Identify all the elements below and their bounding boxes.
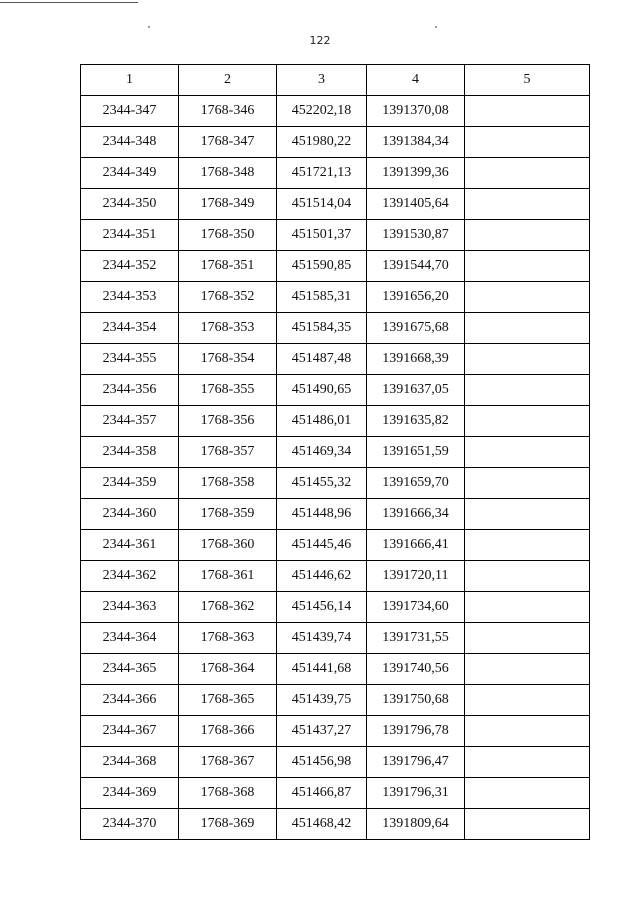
table-cell: 451468,42 (277, 809, 367, 840)
table-cell (465, 685, 590, 716)
table-cell: 1391734,60 (367, 592, 465, 623)
table-cell: 1391530,87 (367, 220, 465, 251)
column-header: 2 (179, 65, 277, 96)
table-row (81, 747, 590, 778)
table-cell: 2344-351 (81, 220, 179, 251)
table-cell: 2344-359 (81, 468, 179, 499)
table-cell: 2344-353 (81, 282, 179, 313)
top-edge-rule (0, 2, 138, 3)
table-cell: 451445,46 (277, 530, 367, 561)
table-cell (465, 530, 590, 561)
table-cell: 1768-356 (179, 406, 277, 437)
table-cell: 1391656,20 (367, 282, 465, 313)
table-body (81, 96, 590, 840)
table-cell (465, 251, 590, 282)
table-cell (465, 778, 590, 809)
table-cell: 451584,35 (277, 313, 367, 344)
table-cell (465, 716, 590, 747)
table-row (81, 251, 590, 282)
table-cell: 1391796,78 (367, 716, 465, 747)
table-cell: 2344-370 (81, 809, 179, 840)
table-row (81, 344, 590, 375)
table-cell (465, 654, 590, 685)
table-cell: 451514,04 (277, 189, 367, 220)
table-row (81, 282, 590, 313)
table-cell: 451486,01 (277, 406, 367, 437)
table-cell: 2344-364 (81, 623, 179, 654)
table-cell: 2344-369 (81, 778, 179, 809)
table-cell: 1768-368 (179, 778, 277, 809)
table-row (81, 778, 590, 809)
table-cell: 1768-347 (179, 127, 277, 158)
table-cell (465, 623, 590, 654)
table-row (81, 561, 590, 592)
table-row (81, 654, 590, 685)
table-cell: 2344-358 (81, 437, 179, 468)
table-row (81, 437, 590, 468)
table-cell: 2344-365 (81, 654, 179, 685)
table-cell: 1768-354 (179, 344, 277, 375)
table-cell: 2344-355 (81, 344, 179, 375)
table-cell: 1768-357 (179, 437, 277, 468)
table-cell: 451441,68 (277, 654, 367, 685)
table-cell (465, 127, 590, 158)
table-cell (465, 406, 590, 437)
table-cell: 1768-355 (179, 375, 277, 406)
table-cell: 451455,32 (277, 468, 367, 499)
table-row (81, 592, 590, 623)
table-cell: 2344-367 (81, 716, 179, 747)
table-cell: 1768-349 (179, 189, 277, 220)
table-cell: 1768-367 (179, 747, 277, 778)
table-row (81, 375, 590, 406)
table-cell: 2344-366 (81, 685, 179, 716)
table-cell: 451456,14 (277, 592, 367, 623)
table-cell (465, 468, 590, 499)
table-cell: 1391675,68 (367, 313, 465, 344)
table-row (81, 685, 590, 716)
table-cell: 451980,22 (277, 127, 367, 158)
table-cell: 451721,13 (277, 158, 367, 189)
table-cell (465, 561, 590, 592)
table-cell: 2344-350 (81, 189, 179, 220)
table-cell: 451487,48 (277, 344, 367, 375)
table-cell: 2344-349 (81, 158, 179, 189)
table-cell (465, 592, 590, 623)
table-cell: 1768-369 (179, 809, 277, 840)
table-cell: 1768-366 (179, 716, 277, 747)
table-cell: 1391544,70 (367, 251, 465, 282)
table-cell: 2344-347 (81, 96, 179, 127)
table-cell: 1391637,05 (367, 375, 465, 406)
table-cell: 1391668,39 (367, 344, 465, 375)
table-cell: 1768-350 (179, 220, 277, 251)
table-cell: 1391731,55 (367, 623, 465, 654)
table-header-row (81, 65, 590, 96)
table-cell: 2344-357 (81, 406, 179, 437)
table-cell: 1768-361 (179, 561, 277, 592)
page-number: 122 (309, 34, 331, 47)
table-cell (465, 437, 590, 468)
table-cell: 1391659,70 (367, 468, 465, 499)
table-cell: 451501,37 (277, 220, 367, 251)
table-cell: 1768-362 (179, 592, 277, 623)
table-cell (465, 220, 590, 251)
table-cell: 1391384,34 (367, 127, 465, 158)
column-header: 4 (367, 65, 465, 96)
table-cell (465, 96, 590, 127)
table-cell: 451439,75 (277, 685, 367, 716)
table-row (81, 158, 590, 189)
table-cell: 1391399,36 (367, 158, 465, 189)
coordinates-table (80, 64, 590, 840)
table-cell: 2344-362 (81, 561, 179, 592)
table-cell: 1391740,56 (367, 654, 465, 685)
table-cell: 1768-351 (179, 251, 277, 282)
table-row (81, 468, 590, 499)
table-cell: 1391666,41 (367, 530, 465, 561)
table-cell: 1391796,31 (367, 778, 465, 809)
table-cell: 452202,18 (277, 96, 367, 127)
table-cell (465, 499, 590, 530)
table-cell: 451585,31 (277, 282, 367, 313)
table-cell: 451469,34 (277, 437, 367, 468)
table-row (81, 499, 590, 530)
table-row (81, 220, 590, 251)
table-cell: 2344-368 (81, 747, 179, 778)
scan-speck (148, 26, 150, 28)
table-cell: 2344-363 (81, 592, 179, 623)
column-header: 3 (277, 65, 367, 96)
table-row (81, 809, 590, 840)
table-cell: 451437,27 (277, 716, 367, 747)
table-cell (465, 344, 590, 375)
table-cell: 2344-348 (81, 127, 179, 158)
table-cell: 1768-359 (179, 499, 277, 530)
column-header: 5 (465, 65, 590, 96)
table-cell (465, 747, 590, 778)
table-cell: 1391809,64 (367, 809, 465, 840)
table-cell: 451466,87 (277, 778, 367, 809)
table-cell: 2344-360 (81, 499, 179, 530)
table-cell (465, 282, 590, 313)
table-cell: 451439,74 (277, 623, 367, 654)
table-cell: 1391651,59 (367, 437, 465, 468)
table-cell: 451590,85 (277, 251, 367, 282)
table-row (81, 189, 590, 220)
table-cell: 451490,65 (277, 375, 367, 406)
column-header: 1 (81, 65, 179, 96)
table-cell: 1391750,68 (367, 685, 465, 716)
scan-speck (435, 26, 437, 28)
table-row (81, 623, 590, 654)
table-row (81, 530, 590, 561)
table-cell: 1768-363 (179, 623, 277, 654)
table-row (81, 716, 590, 747)
table-cell (465, 189, 590, 220)
table-row (81, 96, 590, 127)
table-cell: 1391666,34 (367, 499, 465, 530)
table-cell: 2344-354 (81, 313, 179, 344)
table-cell: 1768-360 (179, 530, 277, 561)
table-cell: 1391635,82 (367, 406, 465, 437)
table-row (81, 406, 590, 437)
table-cell (465, 313, 590, 344)
table-cell: 1768-364 (179, 654, 277, 685)
table-cell: 451448,96 (277, 499, 367, 530)
table-row (81, 313, 590, 344)
table-cell: 451446,62 (277, 561, 367, 592)
table-cell: 1391720,11 (367, 561, 465, 592)
table-cell (465, 158, 590, 189)
table-cell: 1768-365 (179, 685, 277, 716)
table-cell: 1768-346 (179, 96, 277, 127)
table-cell: 1391405,64 (367, 189, 465, 220)
table-cell: 451456,98 (277, 747, 367, 778)
table-cell: 2344-361 (81, 530, 179, 561)
table-cell: 1768-348 (179, 158, 277, 189)
table-cell: 2344-352 (81, 251, 179, 282)
table-cell: 1768-353 (179, 313, 277, 344)
table-row (81, 127, 590, 158)
table-cell (465, 375, 590, 406)
table-cell: 1391796,47 (367, 747, 465, 778)
table-cell: 1768-358 (179, 468, 277, 499)
table-cell: 2344-356 (81, 375, 179, 406)
table-cell (465, 809, 590, 840)
table-cell: 1391370,08 (367, 96, 465, 127)
table-cell: 1768-352 (179, 282, 277, 313)
